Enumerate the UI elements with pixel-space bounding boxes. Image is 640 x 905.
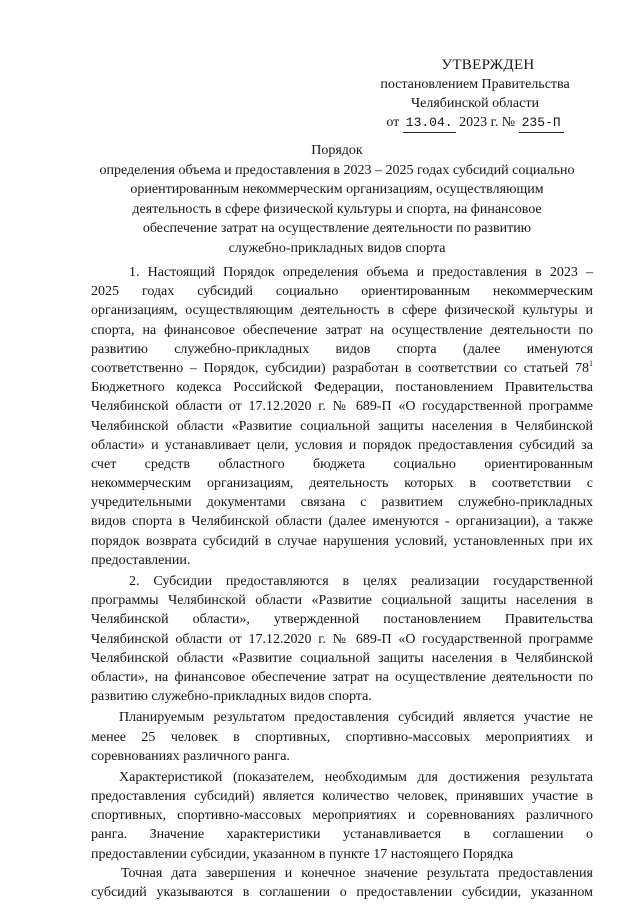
- title-line: ориентированным некоммерческим организациям, осуществляющим: [130, 182, 544, 197]
- body-line: Челябинской области «Развитие социальной защиты населения в Челябинской: [91, 650, 593, 666]
- body-line: 2025 годах субсидий социально ориентированным некоммерческим: [91, 284, 593, 300]
- title-line: обеспечение затрат на осуществление деятельности по развитию: [142, 221, 532, 236]
- body-line: Точная дата завершения и конечное значение результата предоставления: [121, 865, 593, 881]
- body-line: Челябинской области», утвержденной постановлением Правительства: [91, 612, 593, 628]
- body-line: ранга. Значение характеристики устанавливается в соглашении о: [91, 827, 593, 843]
- body-line: предоставлении.: [91, 552, 191, 568]
- body-line: 1. Настоящий Порядок определения объема и предоставления в 2023 –: [129, 265, 593, 280]
- title-line: служебно-прикладных видов спорта: [228, 240, 446, 256]
- body-line: Характеристикой (показателем, необходимым для достижения результата: [119, 769, 593, 785]
- body-line: Челябинской области от 17.12.2020 г. № 689-П «О государственной программе: [91, 399, 593, 415]
- document-title: [80, 141, 594, 258]
- footnote-mark: 1: [589, 358, 593, 368]
- body-line: видов спорта в Челябинской области (далее именуются - организации), а также: [91, 514, 593, 530]
- document-body: [91, 263, 593, 902]
- body-line: учредительными документами связана с развитием служебно-прикладных: [91, 495, 593, 511]
- title-line: деятельность в сфере физической культуры и спорта, на финансовое: [132, 201, 542, 217]
- body-line: организациям, осуществляющим деятельность в сфере физической культуры и: [91, 303, 593, 319]
- body-line: спорта, на финансовое обеспечение затрат на осуществление деятельности по: [91, 322, 593, 338]
- body-line: предоставлении субсидии, указанном в пункте 17 настоящего Порядка: [91, 846, 514, 862]
- body-line: Челябинской области «Развитие социальной защиты населения в Челябинской: [91, 418, 593, 434]
- body-line: области» и устанавливает цели, условия и порядок предоставления субсидий за: [91, 437, 593, 453]
- approval-line-region: Челябинской области: [411, 96, 539, 111]
- body-line-text: соответственно – Порядок, субсидии) разработан в соответствии со статьей 78: [91, 360, 589, 376]
- body-line-with-footnote: [91, 359, 593, 378]
- body-line: программы Челябинской области «Развитие социальной защиты населения в: [91, 593, 593, 609]
- approval-date-prefix: от: [386, 115, 400, 130]
- approval-stamp: [360, 56, 590, 133]
- approval-number-value: 235-П: [519, 113, 564, 133]
- body-line: некоммерческим организациям, деятельность которых в соответствии с: [91, 476, 593, 492]
- body-line: субсидий указываются в соглашении о предоставлении субсидии, указанном: [91, 885, 593, 900]
- body-line: менее 25 человек в спортивных, спортивно-массовых мероприятиях и: [91, 729, 593, 745]
- approval-line-government: постановлением Правительства: [380, 77, 570, 92]
- title-line: определения объема и предоставления в 2023 – 2025 годах субсидий социально: [99, 162, 575, 178]
- body-line: развитию служебно-прикладных видов спорта.: [91, 689, 372, 705]
- body-line: Челябинской области от 17.12.2020 г. № 689-П «О государственной программе: [91, 631, 593, 647]
- approval-year-text: 2023 г. №: [459, 115, 516, 130]
- body-line: порядок возврата субсидий в случае нарушения условий, установленных при их: [91, 533, 593, 549]
- approval-date-line: [360, 113, 590, 133]
- body-line: счет средств областного бюджета социально ориентированным: [91, 456, 593, 472]
- body-line: соревнованиях различного ранга.: [91, 748, 290, 764]
- body-line: развитию служебно-прикладных видов спорта (далее именуются: [91, 341, 593, 357]
- body-line: спортивных, спортивно-массовых мероприятиях и соревнованиях различного: [91, 808, 593, 824]
- body-line: Планируемым результатом предоставления субсидий является участие не: [119, 710, 593, 726]
- body-line: области», на финансовое обеспечение затрат на осуществление деятельности по: [91, 669, 593, 685]
- approval-date-value: 13.04.: [403, 113, 456, 133]
- body-line: предоставления субсидий) является количество человек, принявших участие в: [91, 789, 593, 805]
- body-line: Бюджетного кодекса Российской Федерации, постановлением Правительства: [91, 380, 593, 396]
- approval-heading: УТВЕРЖДЕН: [441, 57, 535, 73]
- title-line: Порядок: [311, 143, 363, 158]
- body-line: 2. Субсидии предоставляются в целях реализации государственной: [129, 574, 593, 589]
